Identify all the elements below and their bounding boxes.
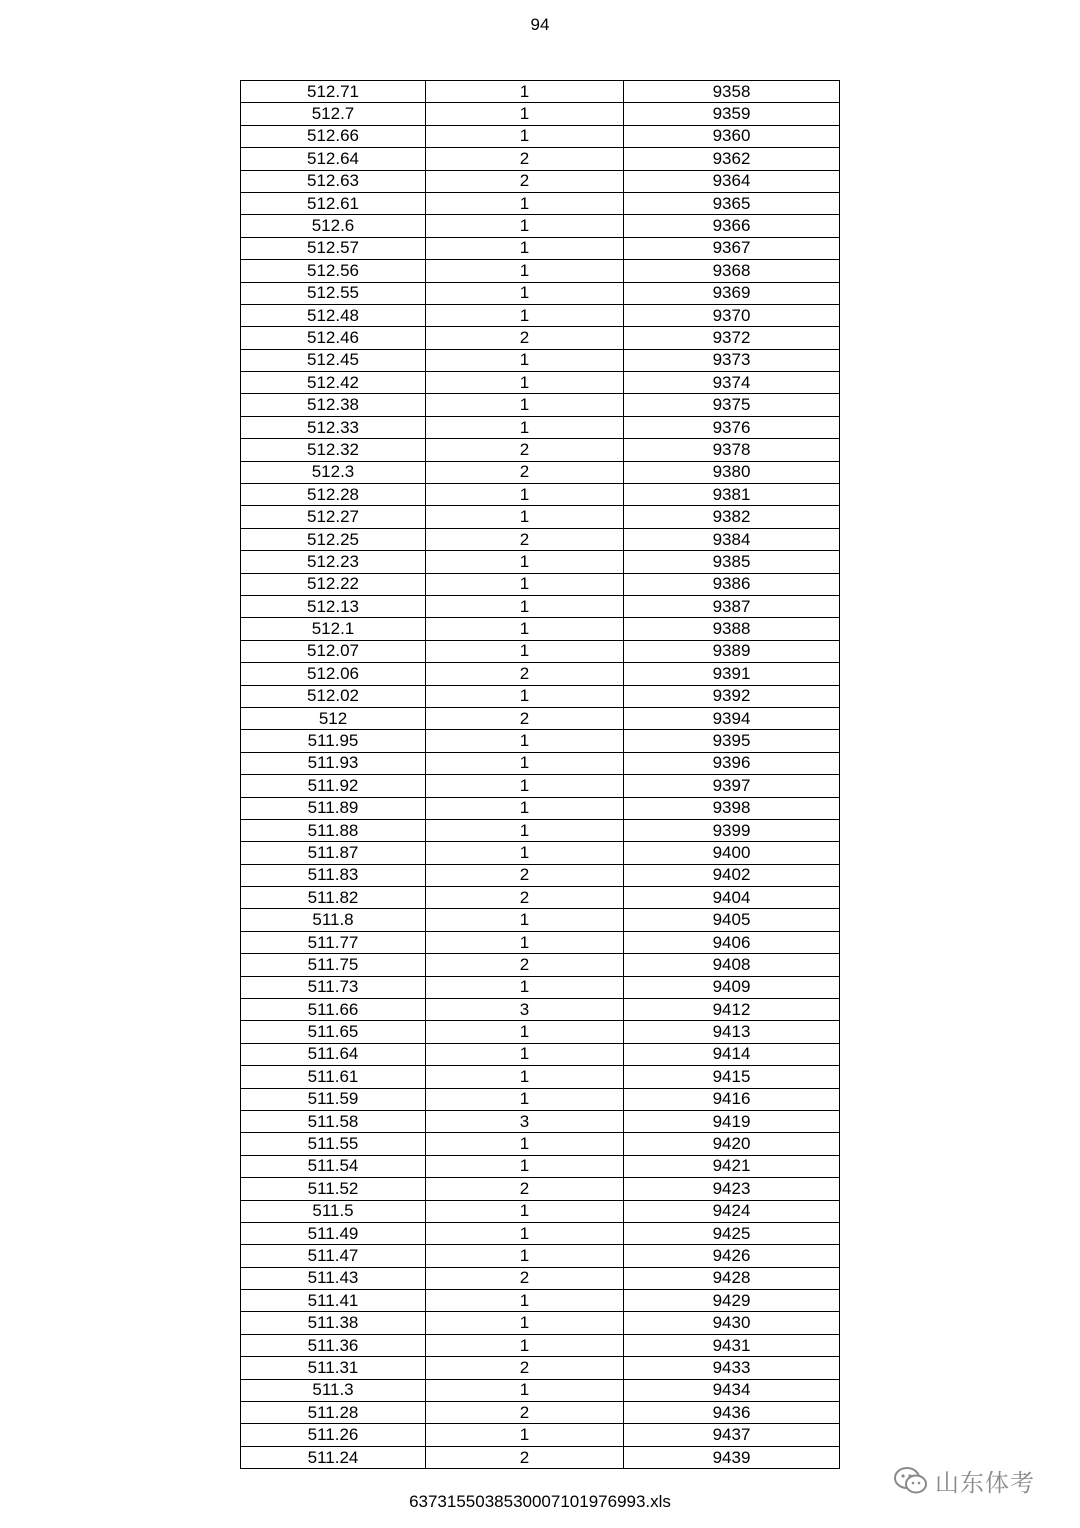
score-cell: 512.57 xyxy=(241,237,426,259)
count-cell: 1 xyxy=(426,685,624,707)
table-row xyxy=(241,461,840,483)
count-cell: 1 xyxy=(426,1066,624,1088)
score-cell: 512.33 xyxy=(241,416,426,438)
table-row xyxy=(241,931,840,953)
score-cell: 512.45 xyxy=(241,349,426,371)
rank-cell: 9358 xyxy=(624,81,840,103)
count-cell: 1 xyxy=(426,595,624,617)
table-row xyxy=(241,1222,840,1244)
score-cell: 512.7 xyxy=(241,103,426,125)
count-cell: 1 xyxy=(426,618,624,640)
score-cell: 512.66 xyxy=(241,125,426,147)
count-cell: 2 xyxy=(426,663,624,685)
table-row xyxy=(241,819,840,841)
count-cell: 1 xyxy=(426,125,624,147)
rank-cell: 9406 xyxy=(624,931,840,953)
rank-cell: 9421 xyxy=(624,1155,840,1177)
rank-cell: 9405 xyxy=(624,909,840,931)
score-cell: 511.58 xyxy=(241,1110,426,1132)
rank-cell: 9424 xyxy=(624,1200,840,1222)
table-row xyxy=(241,1088,840,1110)
table-row xyxy=(241,327,840,349)
rank-cell: 9384 xyxy=(624,528,840,550)
rank-cell: 9409 xyxy=(624,976,840,998)
table-row xyxy=(241,1178,840,1200)
score-cell: 511.92 xyxy=(241,775,426,797)
count-cell: 1 xyxy=(426,192,624,214)
table-row xyxy=(241,1267,840,1289)
count-cell: 2 xyxy=(426,1402,624,1424)
count-cell: 1 xyxy=(426,484,624,506)
rank-cell: 9370 xyxy=(624,304,840,326)
table-row xyxy=(241,1379,840,1401)
rank-cell: 9391 xyxy=(624,663,840,685)
rank-cell: 9416 xyxy=(624,1088,840,1110)
score-cell: 511.83 xyxy=(241,864,426,886)
rank-cell: 9369 xyxy=(624,282,840,304)
table-row xyxy=(241,349,840,371)
table-row xyxy=(241,1155,840,1177)
table-row xyxy=(241,685,840,707)
rank-cell: 9414 xyxy=(624,1043,840,1065)
count-cell: 1 xyxy=(426,1200,624,1222)
score-cell: 511.73 xyxy=(241,976,426,998)
rank-cell: 9387 xyxy=(624,595,840,617)
rank-cell: 9398 xyxy=(624,797,840,819)
rank-cell: 9385 xyxy=(624,551,840,573)
rank-cell: 9395 xyxy=(624,730,840,752)
count-cell: 1 xyxy=(426,304,624,326)
watermark-text: 山东体考 xyxy=(935,1470,1035,1497)
table-row xyxy=(241,1021,840,1043)
score-cell: 512.23 xyxy=(241,551,426,573)
count-cell: 1 xyxy=(426,103,624,125)
table-row xyxy=(241,1110,840,1132)
score-cell: 512.71 xyxy=(241,81,426,103)
rank-cell: 9400 xyxy=(624,842,840,864)
table-row xyxy=(241,775,840,797)
score-cell: 511.26 xyxy=(241,1424,426,1446)
score-cell: 511.82 xyxy=(241,887,426,909)
table-body xyxy=(241,81,840,1469)
count-cell: 1 xyxy=(426,1043,624,1065)
rank-cell: 9433 xyxy=(624,1357,840,1379)
count-cell: 1 xyxy=(426,1334,624,1356)
rank-cell: 9394 xyxy=(624,707,840,729)
count-cell: 1 xyxy=(426,372,624,394)
table-row xyxy=(241,573,840,595)
count-cell: 2 xyxy=(426,864,624,886)
table-row xyxy=(241,1245,840,1267)
score-cell: 512.46 xyxy=(241,327,426,349)
score-cell: 512.32 xyxy=(241,439,426,461)
rank-cell: 9380 xyxy=(624,461,840,483)
table-row xyxy=(241,1357,840,1379)
score-cell: 511.64 xyxy=(241,1043,426,1065)
table-row xyxy=(241,752,840,774)
rank-cell: 9426 xyxy=(624,1245,840,1267)
rank-cell: 9419 xyxy=(624,1110,840,1132)
score-cell: 511.61 xyxy=(241,1066,426,1088)
score-cell: 512.13 xyxy=(241,595,426,617)
table-row xyxy=(241,618,840,640)
score-cell: 511.93 xyxy=(241,752,426,774)
rank-cell: 9420 xyxy=(624,1133,840,1155)
rank-cell: 9359 xyxy=(624,103,840,125)
rank-cell: 9372 xyxy=(624,327,840,349)
table-row xyxy=(241,909,840,931)
table-row xyxy=(241,663,840,685)
table-row xyxy=(241,640,840,662)
count-cell: 1 xyxy=(426,1312,624,1334)
rank-cell: 9396 xyxy=(624,752,840,774)
score-cell: 512.42 xyxy=(241,372,426,394)
rank-cell: 9381 xyxy=(624,484,840,506)
score-cell: 511.8 xyxy=(241,909,426,931)
rank-cell: 9360 xyxy=(624,125,840,147)
rank-cell: 9382 xyxy=(624,506,840,528)
count-cell: 1 xyxy=(426,842,624,864)
rank-cell: 9367 xyxy=(624,237,840,259)
score-cell: 512.56 xyxy=(241,260,426,282)
rank-cell: 9386 xyxy=(624,573,840,595)
rank-cell: 9399 xyxy=(624,819,840,841)
count-cell: 2 xyxy=(426,1178,624,1200)
score-cell: 512 xyxy=(241,707,426,729)
table-row xyxy=(241,842,840,864)
table-row xyxy=(241,1290,840,1312)
score-cell: 511.75 xyxy=(241,954,426,976)
table-row xyxy=(241,707,840,729)
table-row xyxy=(241,439,840,461)
score-cell: 512.6 xyxy=(241,215,426,237)
rank-cell: 9439 xyxy=(624,1446,840,1468)
count-cell: 1 xyxy=(426,282,624,304)
score-cell: 511.49 xyxy=(241,1222,426,1244)
rank-cell: 9364 xyxy=(624,170,840,192)
count-cell: 1 xyxy=(426,215,624,237)
table-row xyxy=(241,1424,840,1446)
table-row xyxy=(241,730,840,752)
rank-cell: 9368 xyxy=(624,260,840,282)
score-cell: 512.02 xyxy=(241,685,426,707)
count-cell: 1 xyxy=(426,506,624,528)
score-cell: 511.88 xyxy=(241,819,426,841)
count-cell: 1 xyxy=(426,237,624,259)
table-row xyxy=(241,125,840,147)
rank-cell: 9374 xyxy=(624,372,840,394)
rank-cell: 9397 xyxy=(624,775,840,797)
score-cell: 512.25 xyxy=(241,528,426,550)
table-row xyxy=(241,528,840,550)
rank-cell: 9408 xyxy=(624,954,840,976)
score-cell: 511.3 xyxy=(241,1379,426,1401)
table-row xyxy=(241,394,840,416)
table-row xyxy=(241,260,840,282)
count-cell: 1 xyxy=(426,416,624,438)
score-cell: 511.89 xyxy=(241,797,426,819)
count-cell: 3 xyxy=(426,1110,624,1132)
wechat-icon xyxy=(893,1466,929,1496)
table-row xyxy=(241,1200,840,1222)
rank-cell: 9436 xyxy=(624,1402,840,1424)
count-cell: 1 xyxy=(426,1245,624,1267)
score-rank-table xyxy=(240,80,840,1469)
table-row xyxy=(241,192,840,214)
score-cell: 511.43 xyxy=(241,1267,426,1289)
score-cell: 512.3 xyxy=(241,461,426,483)
count-cell: 1 xyxy=(426,797,624,819)
table-row xyxy=(241,551,840,573)
count-cell: 1 xyxy=(426,730,624,752)
score-cell: 512.07 xyxy=(241,640,426,662)
rank-cell: 9375 xyxy=(624,394,840,416)
rank-cell: 9378 xyxy=(624,439,840,461)
score-cell: 512.06 xyxy=(241,663,426,685)
count-cell: 1 xyxy=(426,1133,624,1155)
count-cell: 2 xyxy=(426,461,624,483)
table-row xyxy=(241,1312,840,1334)
rank-cell: 9366 xyxy=(624,215,840,237)
rank-cell: 9428 xyxy=(624,1267,840,1289)
score-cell: 511.31 xyxy=(241,1357,426,1379)
score-cell: 511.41 xyxy=(241,1290,426,1312)
table-row xyxy=(241,506,840,528)
rank-cell: 9365 xyxy=(624,192,840,214)
rank-cell: 9413 xyxy=(624,1021,840,1043)
footer-filename: 6373155038530007101976993.xls xyxy=(409,1492,671,1511)
count-cell: 2 xyxy=(426,439,624,461)
score-cell: 511.52 xyxy=(241,1178,426,1200)
count-cell: 1 xyxy=(426,931,624,953)
score-cell: 511.65 xyxy=(241,1021,426,1043)
table-row xyxy=(241,864,840,886)
table-row xyxy=(241,887,840,909)
rank-cell: 9430 xyxy=(624,1312,840,1334)
rank-cell: 9434 xyxy=(624,1379,840,1401)
score-cell: 512.61 xyxy=(241,192,426,214)
rank-cell: 9362 xyxy=(624,148,840,170)
score-cell: 511.28 xyxy=(241,1402,426,1424)
table-row xyxy=(241,797,840,819)
score-cell: 512.28 xyxy=(241,484,426,506)
score-cell: 512.48 xyxy=(241,304,426,326)
count-cell: 2 xyxy=(426,1357,624,1379)
score-cell: 511.24 xyxy=(241,1446,426,1468)
table-row xyxy=(241,304,840,326)
count-cell: 1 xyxy=(426,260,624,282)
table-row xyxy=(241,1133,840,1155)
count-cell: 1 xyxy=(426,819,624,841)
count-cell: 2 xyxy=(426,148,624,170)
score-cell: 511.5 xyxy=(241,1200,426,1222)
score-cell: 512.38 xyxy=(241,394,426,416)
table-row xyxy=(241,416,840,438)
table-row xyxy=(241,976,840,998)
count-cell: 1 xyxy=(426,551,624,573)
rank-cell: 9389 xyxy=(624,640,840,662)
count-cell: 1 xyxy=(426,1290,624,1312)
rank-cell: 9415 xyxy=(624,1066,840,1088)
table-row xyxy=(241,103,840,125)
rank-cell: 9402 xyxy=(624,864,840,886)
table-row xyxy=(241,81,840,103)
score-cell: 512.22 xyxy=(241,573,426,595)
rank-cell: 9376 xyxy=(624,416,840,438)
table-row xyxy=(241,999,840,1021)
table-row xyxy=(241,148,840,170)
table-row xyxy=(241,1043,840,1065)
rank-cell: 9404 xyxy=(624,887,840,909)
score-cell: 511.95 xyxy=(241,730,426,752)
table-row xyxy=(241,237,840,259)
table-row xyxy=(241,282,840,304)
rank-cell: 9423 xyxy=(624,1178,840,1200)
count-cell: 1 xyxy=(426,1021,624,1043)
count-cell: 1 xyxy=(426,1088,624,1110)
table-row xyxy=(241,1446,840,1468)
count-cell: 1 xyxy=(426,1222,624,1244)
score-cell: 511.36 xyxy=(241,1334,426,1356)
count-cell: 1 xyxy=(426,976,624,998)
rank-cell: 9425 xyxy=(624,1222,840,1244)
table-row xyxy=(241,372,840,394)
score-cell: 511.55 xyxy=(241,1133,426,1155)
score-cell: 511.59 xyxy=(241,1088,426,1110)
count-cell: 1 xyxy=(426,349,624,371)
table-row xyxy=(241,1402,840,1424)
count-cell: 2 xyxy=(426,954,624,976)
count-cell: 1 xyxy=(426,775,624,797)
score-cell: 512.63 xyxy=(241,170,426,192)
page-number: 94 xyxy=(530,15,550,34)
score-cell: 512.55 xyxy=(241,282,426,304)
watermark xyxy=(893,1463,1035,1498)
count-cell: 1 xyxy=(426,640,624,662)
count-cell: 2 xyxy=(426,327,624,349)
count-cell: 1 xyxy=(426,909,624,931)
count-cell: 2 xyxy=(426,1446,624,1468)
score-cell: 511.47 xyxy=(241,1245,426,1267)
table-row xyxy=(241,954,840,976)
rank-cell: 9388 xyxy=(624,618,840,640)
count-cell: 1 xyxy=(426,573,624,595)
table-row xyxy=(241,1334,840,1356)
rank-cell: 9412 xyxy=(624,999,840,1021)
score-cell: 512.64 xyxy=(241,148,426,170)
table-row xyxy=(241,1066,840,1088)
score-cell: 512.27 xyxy=(241,506,426,528)
count-cell: 2 xyxy=(426,528,624,550)
rank-cell: 9373 xyxy=(624,349,840,371)
score-cell: 511.38 xyxy=(241,1312,426,1334)
score-cell: 511.54 xyxy=(241,1155,426,1177)
table-row xyxy=(241,484,840,506)
rank-cell: 9431 xyxy=(624,1334,840,1356)
table-row xyxy=(241,595,840,617)
count-cell: 2 xyxy=(426,1267,624,1289)
rank-cell: 9392 xyxy=(624,685,840,707)
count-cell: 1 xyxy=(426,1379,624,1401)
count-cell: 2 xyxy=(426,707,624,729)
count-cell: 1 xyxy=(426,1424,624,1446)
score-cell: 511.87 xyxy=(241,842,426,864)
count-cell: 1 xyxy=(426,81,624,103)
count-cell: 3 xyxy=(426,999,624,1021)
table-row xyxy=(241,215,840,237)
count-cell: 1 xyxy=(426,752,624,774)
table-row xyxy=(241,170,840,192)
count-cell: 2 xyxy=(426,170,624,192)
rank-cell: 9429 xyxy=(624,1290,840,1312)
count-cell: 1 xyxy=(426,394,624,416)
count-cell: 2 xyxy=(426,887,624,909)
rank-cell: 9437 xyxy=(624,1424,840,1446)
count-cell: 1 xyxy=(426,1155,624,1177)
score-cell: 511.77 xyxy=(241,931,426,953)
score-cell: 511.66 xyxy=(241,999,426,1021)
score-cell: 512.1 xyxy=(241,618,426,640)
